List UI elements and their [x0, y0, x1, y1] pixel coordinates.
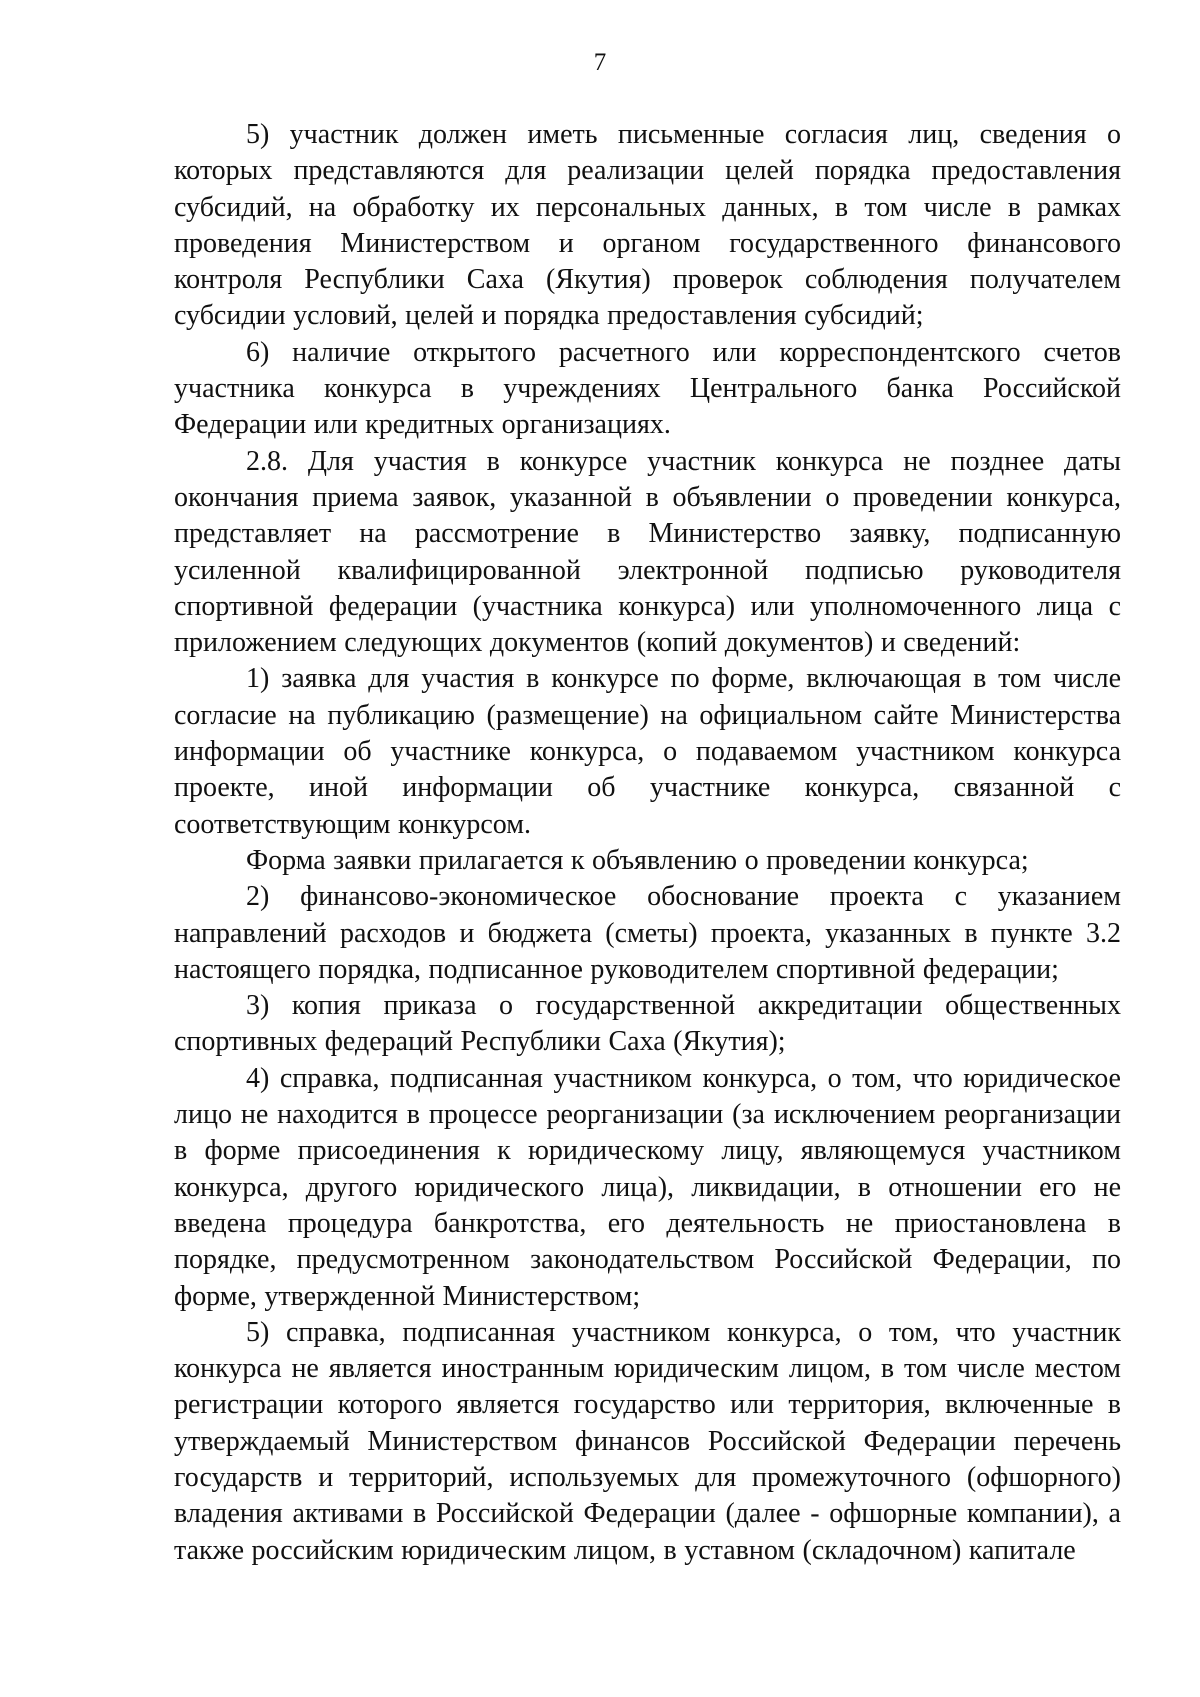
- paragraph-doc-2-financial-justification: 2) финансово-экономическое обоснование проекта с указанием направлений расходов и бюджета (сметы) проекта, указанных в пункте 3.2 настоящего порядка, подписанное руководителем спортивной федерации;: [174, 881, 1121, 985]
- paragraph-clause-2-8: 2.8. Для участия в конкурсе участник конкурса не позднее даты окончания приема заявок, указанной в объявлении о проведении конкурса, представляет на рассмотрение в Министерство заявку, подписанную усиленной квалифицированной электронной подписью руководителя спортивной федерации (участника конкурса) или уполномоченного лица с приложением следующих документов (копий документов) и сведений:: [174, 445, 1121, 659]
- page-number: 7: [593, 49, 607, 76]
- paragraph-doc-5-foreign-entity-certificate: 5) справка, подписанная участником конкурса, о том, что участник конкурса не является иностранным юридическим лицом, в том числе местом регистрации которого является государство или территория, включенные в утверждаемый Министерством финансов Российской Федерации перечень государств и территорий, используемых для промежуточного (офшорного) владения активами в Российской Федерации (далее - офшорные компании), а также российским юридическим лицом, в уставном (складочном) капитале: [174, 1316, 1121, 1566]
- document-body: [174, 117, 1121, 1569]
- paragraph-doc-4-reorganization-certificate: 4) справка, подписанная участником конкурса, о том, что юридическое лицо не находится в процессе реорганизации (за исключением реорганизации в форме присоединения к юридическому лицу, являющемуся участником конкурса, другого юридического лица), ликвидации, в отношении его не введена процедура банкротства, его деятельность не приостановлена в порядке, предусмотренном законодательством Российской Федерации, по форме, утвержденной Министерством;: [174, 1062, 1121, 1312]
- paragraph-doc-1-application: 1) заявка для участия в конкурсе по форме, включающая в том числе согласие на публикацию (размещение) на официальном сайте Министерства информации об участнике конкурса, о подаваемом участником конкурса проекте, иной информации об участнике конкурса, связанной с соответствующим конкурсом.: [174, 663, 1121, 840]
- paragraph-item-5-consents: 5) участник должен иметь письменные согласия лиц, сведения о которых представляются для реализации целей порядка предоставления субсидий, на обработку их персональных данных, в том числе в рамках проведения Министерством и органом государственного финансового контроля Республики Саха (Якутия) проверок соблюдения получателем субсидии условий, целей и порядка предоставления субсидий;: [174, 119, 1121, 332]
- paragraph-application-form-note: Форма заявки прилагается к объявлению о проведении конкурса;: [246, 844, 1029, 876]
- paragraph-item-6-bank-accounts: 6) наличие открытого расчетного или корреспондентского счетов участника конкурса в учреждениях Центрального банка Российской Федерации или кредитных организациях.: [174, 336, 1121, 441]
- paragraph-doc-3-accreditation-copy: 3) копия приказа о государственной аккредитации общественных спортивных федераций Республики Саха (Якутия);: [174, 990, 1121, 1058]
